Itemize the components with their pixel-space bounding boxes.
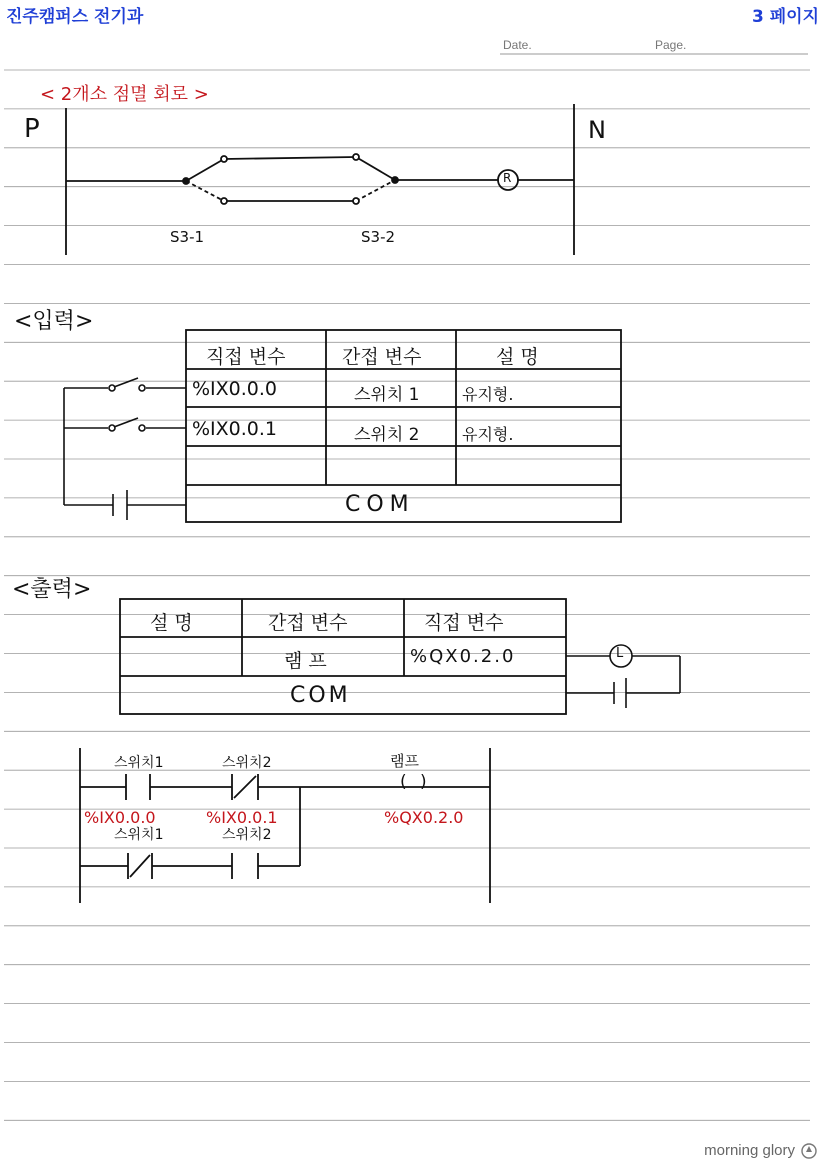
ladder-addr-2: %IX0.0.1 <box>206 808 278 827</box>
lamp-symbol-label: R <box>503 171 512 185</box>
output-header-direct: 직접 변수 <box>424 612 504 634</box>
output-header-desc: 설 명 <box>150 612 193 634</box>
switch-a-pivot <box>183 178 189 184</box>
brand-text: morning glory <box>704 1142 795 1159</box>
input-com-label: COM <box>345 492 415 517</box>
contact-2-nc-slash <box>234 776 256 798</box>
output-com-label: COM <box>290 683 351 708</box>
switch-b-pivot <box>392 177 398 183</box>
ladder-contact-1-label: 스위치1 <box>114 755 164 771</box>
header-campus-title: 진주캠퍼스 전기과 <box>6 7 144 27</box>
input-header-desc: 설 명 <box>496 346 539 368</box>
input-header-direct: 직접 변수 <box>206 346 286 368</box>
input-cell-r2-direct: %IX0.0.1 <box>192 418 278 440</box>
input-cell-r2-desc: 유지형. <box>462 425 514 444</box>
input-switch-2-blade <box>114 418 138 427</box>
input-cell-r1-desc: 유지형. <box>462 385 514 404</box>
input-header-indirect: 간접 변수 <box>342 346 422 368</box>
output-cell-indirect: 램 프 <box>284 650 327 672</box>
left-rail-label: P <box>24 114 40 144</box>
input-cell-r1-direct: %IX0.0.0 <box>192 378 278 400</box>
input-switch-2-terminal-a <box>109 425 115 431</box>
switch-a-upper-arm <box>186 159 224 181</box>
circuit-diagram <box>66 104 574 255</box>
input-cell-r2-indirect: 스위치 2 <box>354 425 420 445</box>
terminal-b1 <box>353 154 359 160</box>
header-page-number: 3 페이지 <box>751 7 819 27</box>
input-switch-1-terminal-b <box>139 385 145 391</box>
date-label: Date. <box>503 38 532 52</box>
ladder-coil-symbol: ( ) <box>400 772 431 792</box>
ladder-contact-4-label: 스위치2 <box>222 827 272 843</box>
ladder-coil-label: 램프 <box>390 752 419 770</box>
circuit-heading: < 2개소 점멸 회로 > <box>40 84 209 105</box>
switch-b-upper-arm <box>356 157 395 180</box>
right-rail-label: N <box>588 116 606 144</box>
contact-3-nc-slash <box>130 855 150 877</box>
input-cell-r1-indirect: 스위치 1 <box>354 385 420 405</box>
switch-b-label: S3-2 <box>361 228 396 246</box>
terminal-a2 <box>221 198 227 204</box>
input-wiring <box>64 378 186 520</box>
switch-b-lower-arm <box>356 180 395 201</box>
output-lamp-symbol: L <box>616 646 624 661</box>
output-heading: <출력> <box>12 577 92 602</box>
upper-traveler <box>224 157 356 159</box>
ladder-contact-2-label: 스위치2 <box>222 755 272 771</box>
page-label: Page. <box>655 38 687 52</box>
input-switch-1-blade <box>114 378 138 387</box>
terminal-a1 <box>221 156 227 162</box>
ladder-contact-3-label: 스위치1 <box>114 827 164 843</box>
ruled-lines <box>4 70 810 1120</box>
switch-a-lower-arm <box>186 181 224 201</box>
switch-a-label: S3-1 <box>170 228 205 246</box>
output-header-indirect: 간접 변수 <box>268 612 348 634</box>
output-cell-direct: %QX0.2.0 <box>410 646 516 667</box>
terminal-b2 <box>353 198 359 204</box>
input-heading: <입력> <box>14 309 94 334</box>
input-switch-1-terminal-a <box>109 385 115 391</box>
flower-logo-icon <box>801 1143 817 1159</box>
input-switch-2-terminal-b <box>139 425 145 431</box>
ladder-coil-addr: %QX0.2.0 <box>384 808 464 827</box>
ladder-addr-1: %IX0.0.0 <box>84 808 156 827</box>
